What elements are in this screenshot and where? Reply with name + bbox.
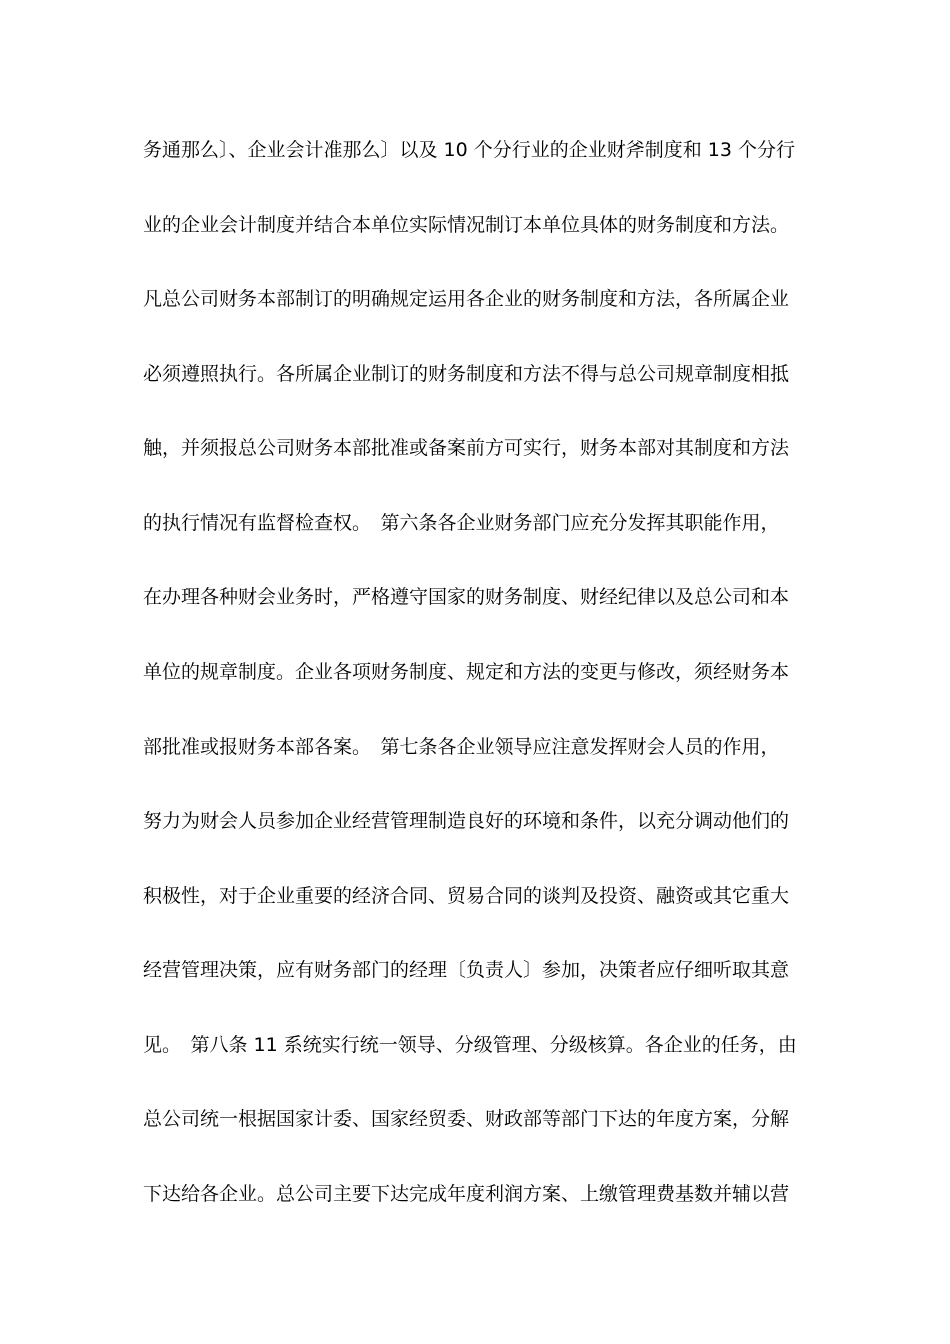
text-line: 的执行情况有监督检查权。 第六条各企业财务部门应充分发挥其职能作用， [143, 512, 780, 534]
text-line: 总公司统一根据国家计委、国家经贸委、财政部等部门下达的年度方案，分解 [143, 1108, 790, 1130]
text-line: 业的企业会计制度并结合本单位实际情况制订本单位具体的财务制度和方法。 [143, 214, 790, 236]
text-line: 部批准或报财务本部各案。 第七条各企业领导应注意发挥财会人员的作用， [143, 736, 780, 758]
text-line: 凡总公司财务本部制订的明确规定运用各企业的财务制度和方法，各所属企业 [143, 288, 790, 310]
text-line: 积极性，对于企业重要的经济合同、贸易合同的谈判及投资、融资或其它重大 [143, 885, 790, 907]
text-line: 务通那么〕、企业会计准那么〕以及 10 个分行业的企业财斧制度和 13 个分行 [143, 139, 796, 161]
text-line: 在办理各种财会业务时，严格遵守国家的财务制度、财经纪律以及总公司和本 [143, 586, 790, 608]
text-line: 下达给各企业。总公司主要下达完成年度利润方案、上缴管理费基数并辅以营 [143, 1183, 790, 1205]
text-line: 单位的规章制度。企业各项财务制度、规定和方法的变更与修改，须经财务本 [143, 661, 790, 683]
text-line: 努力为财会人员参加企业经营管理制造良好的环境和条件，以充分调动他们的 [143, 810, 790, 832]
text-line: 见。 第八条 11 系统实行统一领导、分级管理、分级核算。各企业的任务，由 [143, 1034, 797, 1056]
text-line: 必须遵照执行。各所属企业制订的财务制度和方法不得与总公司规章制度相抵 [143, 363, 790, 385]
text-line: 经营管理决策，应有财务部门的经理〔负责人〕参加，决策者应仔细听取其意 [143, 959, 790, 981]
text-line: 触，并须报总公司财务本部批准或备案前方可实行，财务本部对其制度和方法 [143, 437, 790, 459]
